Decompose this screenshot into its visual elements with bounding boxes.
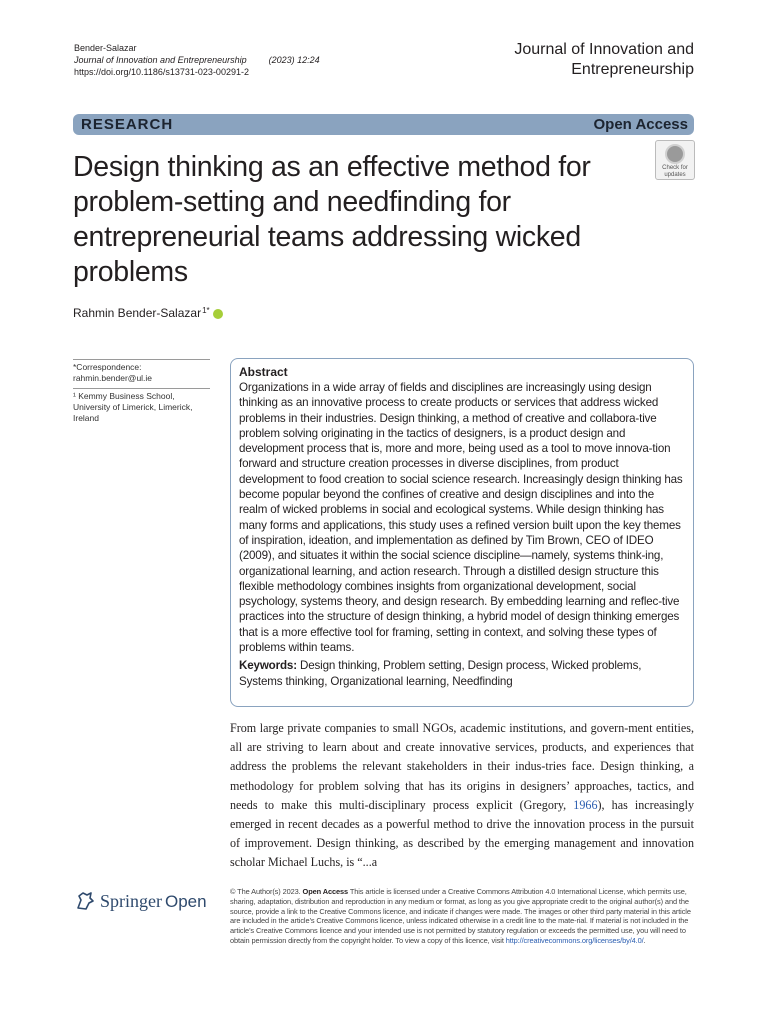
license-body: This article is licensed under a Creative Commons Attribution 4.0 International License, which permits use, sharing, adaptation, distribution and reproduction in any medium or format, as long as you give appropriate credit to the original author(s) and the source, provide a link to the Creative Commons licence, and indicate if changes were made. The images or other third party material in this article are included in the article’s Creative Commons licence, unless indicated otherwise in a credit line to the mate-rial. If material is not included in the article’s Creative Commons licence and your intended use is not permitted by statutory regulation or exceeds the permitted use, you will need to obtain permission directly from the copyright holder. To view a copy of this licence, visit <box>230 887 691 945</box>
header-citation <box>74 54 320 66</box>
license-text <box>230 887 695 946</box>
header-author: Bender-Salazar <box>74 43 137 53</box>
header-year-volume: (2023) 12:24 <box>268 55 320 65</box>
correspondence-note <box>73 359 210 384</box>
publisher-name-main: Springer <box>100 890 162 911</box>
crossmark-icon <box>665 144 685 164</box>
header-doi-link[interactable]: https://doi.org/10.1186/s13731-023-00291-2 <box>74 67 249 77</box>
journal-name <box>434 40 694 80</box>
publisher-name-suffix: Open <box>165 891 207 911</box>
section-banner <box>73 114 694 135</box>
running-header <box>74 42 320 78</box>
abstract-heading: Abstract <box>239 365 288 379</box>
check-for-updates-button[interactable] <box>655 140 695 180</box>
keywords <box>239 658 685 689</box>
author-line <box>73 306 223 320</box>
license-open-access-label: Open Access <box>302 887 349 896</box>
abstract-box <box>230 358 694 707</box>
open-access-label: Open Access <box>593 116 688 133</box>
correspondence-label: *Correspondence: <box>73 362 142 372</box>
body-text-part1: From large private companies to small NGOs, academic institutions, and govern-ment entities, all are striving to learn about and create innovative services, products, and experiences that address the problems the relevant stakeholders in their indus-tries face. Design thinking, a methodology for problem solving that has its origins in designers’ approaches, tactics, and needs to make this multi-disciplinary process explicit (Gregory, <box>230 721 694 812</box>
abstract-body: Organizations in a wide array of fields and disciplines are increasingly using design thinking as an innovative process to create products or services that address wicked problems in their industries. Design thinking, a method of creative and collabora-tive problem solving originating in the tactics of designers, is a product design and development process that is, more and more, being used as a tool to move innova-tion forward and structure creation processes in diverse disciplines, from product development to food creation to social science research. Increasingly design thinking has become popular beyond the confines of creative and design disciplines and into the realm of wicked problems in social and ecological systems. While design thinking has many forms and applications, this study uses a refined version built upon the key themes of inspiration, ideation, and implementation as defined by Tim Brown, CEO of IDEO (2009), and situates it within the social science discipline—namely, systems think-ing, organizational learning, and action research. Through a distilled design structure this flexible methodology combines insights from organizational development, social psychology, systems theory, and design research. By embedding learning and reflec-tive practices into the structure of design thinking, a hybrid model of design thinking emerges that is a more effective tool for framing, setting in context, and solving these types of problems within teams. <box>239 381 683 655</box>
keywords-list: Design thinking, Problem setting, Design process, Wicked problems, Systems thinking, Organizational learning, Needfinding <box>239 659 642 688</box>
author-affiliation-marks: 1* <box>202 306 210 315</box>
journal-name-line1: Journal of Innovation and <box>514 41 694 58</box>
check-for-updates-label <box>662 165 688 179</box>
orcid-icon[interactable] <box>213 309 223 319</box>
license-end: . <box>643 935 646 945</box>
sidebar-notes <box>73 359 210 424</box>
affiliation-note: ¹ Kemmy Business School, University of Limerick, Limerick, Ireland <box>73 388 210 424</box>
author-name[interactable]: Rahmin Bender-Salazar <box>73 306 202 320</box>
publisher-name <box>100 891 207 912</box>
correspondence-email[interactable]: rahmin.bender@ul.ie <box>73 373 153 383</box>
article-title: Design thinking as an effective method for problem-setting and needfinding for entrepreneurial teams addressing wicked problems <box>73 151 591 288</box>
journal-name-line2: Entrepreneurship <box>571 61 694 78</box>
springer-horse-icon <box>74 890 96 912</box>
springer-open-logo <box>74 890 207 912</box>
copyright-notice: © The Author(s) 2023. <box>230 887 303 896</box>
header-journal: Journal of Innovation and Entrepreneurship <box>74 55 247 65</box>
keywords-label: Keywords: <box>239 659 297 673</box>
check-updates-line1: Check for <box>662 165 688 171</box>
body-paragraph <box>230 719 694 873</box>
section-label: RESEARCH <box>81 116 174 133</box>
body-text-part2: ), has increasingly emerged in recent decades as a powerful method to drive the innovation process in the pursuit of improvement. Design thinking, as described by the emerging management and innovation scholar Michael Luchs, is “...a <box>230 797 694 870</box>
license-link[interactable]: http://creativecommons.org/licenses/by/4.0/ <box>505 935 644 945</box>
check-updates-line2: updates <box>664 172 686 178</box>
citation-link[interactable]: 1966 <box>573 797 598 812</box>
